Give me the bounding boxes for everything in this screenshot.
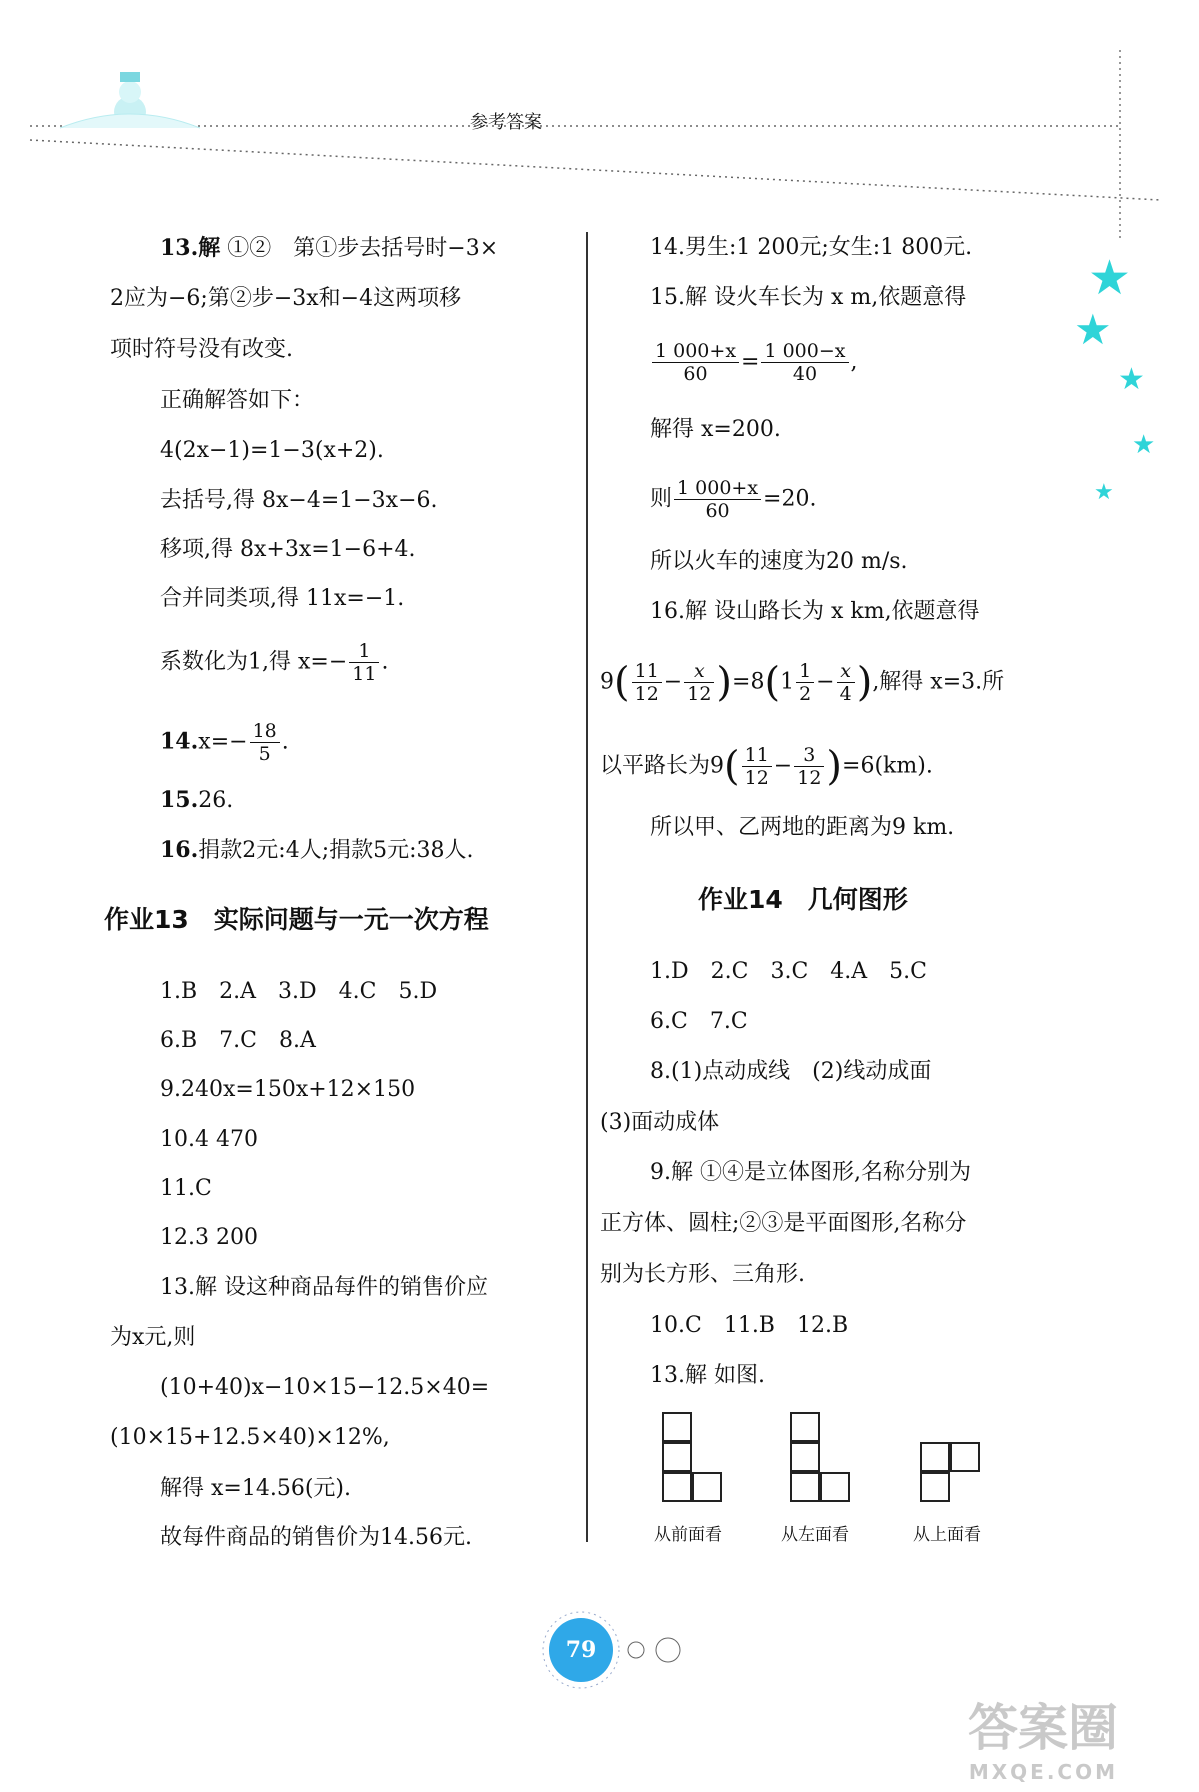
hw13-line: 12.3 200 xyxy=(160,1225,258,1250)
caption-top-view: 从上面看 xyxy=(913,1525,981,1545)
hw13-line: 13.解 设这种商品每件的销售价应 xyxy=(160,1275,488,1300)
answer-13-line: 系数化为1,得 x=− $\frac{1}{11}$ . xyxy=(160,640,389,685)
hw14-line: 正方体、圆柱;②③是平面图形,名称分 xyxy=(600,1211,967,1236)
hw14-line: 别为长方形、三角形. xyxy=(600,1262,805,1287)
equation-16: 9( $\frac{11}{12}$ − $\frac{x}{12}$ )=8(1 $\frac{1}{2}$ − $\frac{x}{4}$ ),解得 x=3.所 xyxy=(600,659,1005,706)
then-15: 则 $\frac{1 000+x}{60}$ =20. xyxy=(650,477,817,522)
speed-15: 所以火车的速度为20 m/s. xyxy=(650,549,908,574)
hw13-line: (10+40)x−10×15−12.5×40= xyxy=(160,1375,490,1400)
page-number: 79 xyxy=(549,1618,613,1682)
hw13-line: 解得 x=14.56(元). xyxy=(160,1476,351,1501)
star-icon: ★ xyxy=(1118,362,1145,397)
distance-16: 所以甲、乙两地的距离为9 km. xyxy=(650,815,955,840)
hw14-line: 1.D 2.C 3.C 4.A 5.C xyxy=(650,959,927,984)
header-decoration xyxy=(0,0,1199,240)
hw14-line: 13.解 如图. xyxy=(650,1363,765,1388)
star-icon: ★ xyxy=(1074,305,1112,354)
hw14-line: 9.解 ①④是立体图形,名称分别为 xyxy=(650,1160,971,1185)
answer-13-line: 项时符号没有改变. xyxy=(110,337,293,362)
page-header-title: 参考答案 xyxy=(470,112,542,133)
answer-13-line: 移项,得 8x+3x=1−6+4. xyxy=(160,537,416,562)
column-divider xyxy=(586,232,588,1542)
hw13-line: 9.240x=150x+12×150 xyxy=(160,1077,416,1102)
answer-16: 16.捐款2元:4人;捐款5元:38人. xyxy=(160,837,474,863)
star-icon: ★ xyxy=(1094,480,1114,505)
watermark-logo: 答案圈 MXQE.COM xyxy=(968,1699,1118,1784)
answer-15: 15.26. xyxy=(160,787,234,813)
hw13-line: 6.B 7.C 8.A xyxy=(160,1028,316,1053)
hw14-line: 6.C 7.C xyxy=(650,1009,748,1034)
hw13-line: (10×15+12.5×40)×12%, xyxy=(110,1425,390,1450)
section-heading-hw13: 作业13 实际问题与一元一次方程 xyxy=(104,905,489,934)
hw14-line: 8.(1)点动成线 (2)线动成面 xyxy=(650,1059,932,1084)
answer-13-line: 去括号,得 8x−4=1−3x−6. xyxy=(160,488,438,513)
hw13-line: 10.4 470 xyxy=(160,1127,258,1152)
answer-13-line: 正确解答如下： xyxy=(160,388,315,413)
hw14-line: (3)面动成体 xyxy=(600,1110,720,1135)
caption-left-view: 从左面看 xyxy=(781,1525,849,1545)
answer-13-line: 合并同类项,得 11x=−1. xyxy=(160,586,405,611)
answer-r15: 15.解 设火车长为 x m,依题意得 xyxy=(650,285,967,310)
caption-front-view: 从前面看 xyxy=(654,1525,722,1545)
answer-13-line: 4(2x−1)=1−3(x+2). xyxy=(160,438,384,463)
hw13-line: 为x元,则 xyxy=(110,1325,196,1350)
answer-r16: 16.解 设山路长为 x km,依题意得 xyxy=(650,599,980,624)
flat-road-16: 以平路长为9( $\frac{11}{12}$ − $\frac{3}{12}$ )=6(km). xyxy=(600,743,933,790)
answer-14: 14.x=− $\frac{18}{5}$ . xyxy=(160,720,289,765)
answer-13-line: 2应为−6;第②步−3x和−4这两项移 xyxy=(110,286,462,311)
star-icon: ★ xyxy=(1132,430,1156,460)
section-heading-hw14: 作业14 几何图形 xyxy=(698,885,908,914)
solve-15: 解得 x=200. xyxy=(650,417,781,442)
snowman-icon xyxy=(60,72,200,128)
hw13-line: 11.C xyxy=(160,1176,212,1201)
hw13-line: 1.B 2.A 3.D 4.C 5.D xyxy=(160,979,438,1004)
equation-15: $\frac{1 000+x}{60}$ = $\frac{1 000-x}{40}$ , xyxy=(650,340,858,385)
hw13-line: 故每件商品的销售价为14.56元. xyxy=(160,1525,472,1550)
answer-r14: 14.男生:1 200元;女生:1 800元. xyxy=(650,235,973,260)
answer-13-line: 13.解 ①② 第①步去括号时−3× xyxy=(160,235,499,261)
hw14-line: 10.C 11.B 12.B xyxy=(650,1313,849,1338)
star-icon: ★ xyxy=(1088,250,1132,306)
